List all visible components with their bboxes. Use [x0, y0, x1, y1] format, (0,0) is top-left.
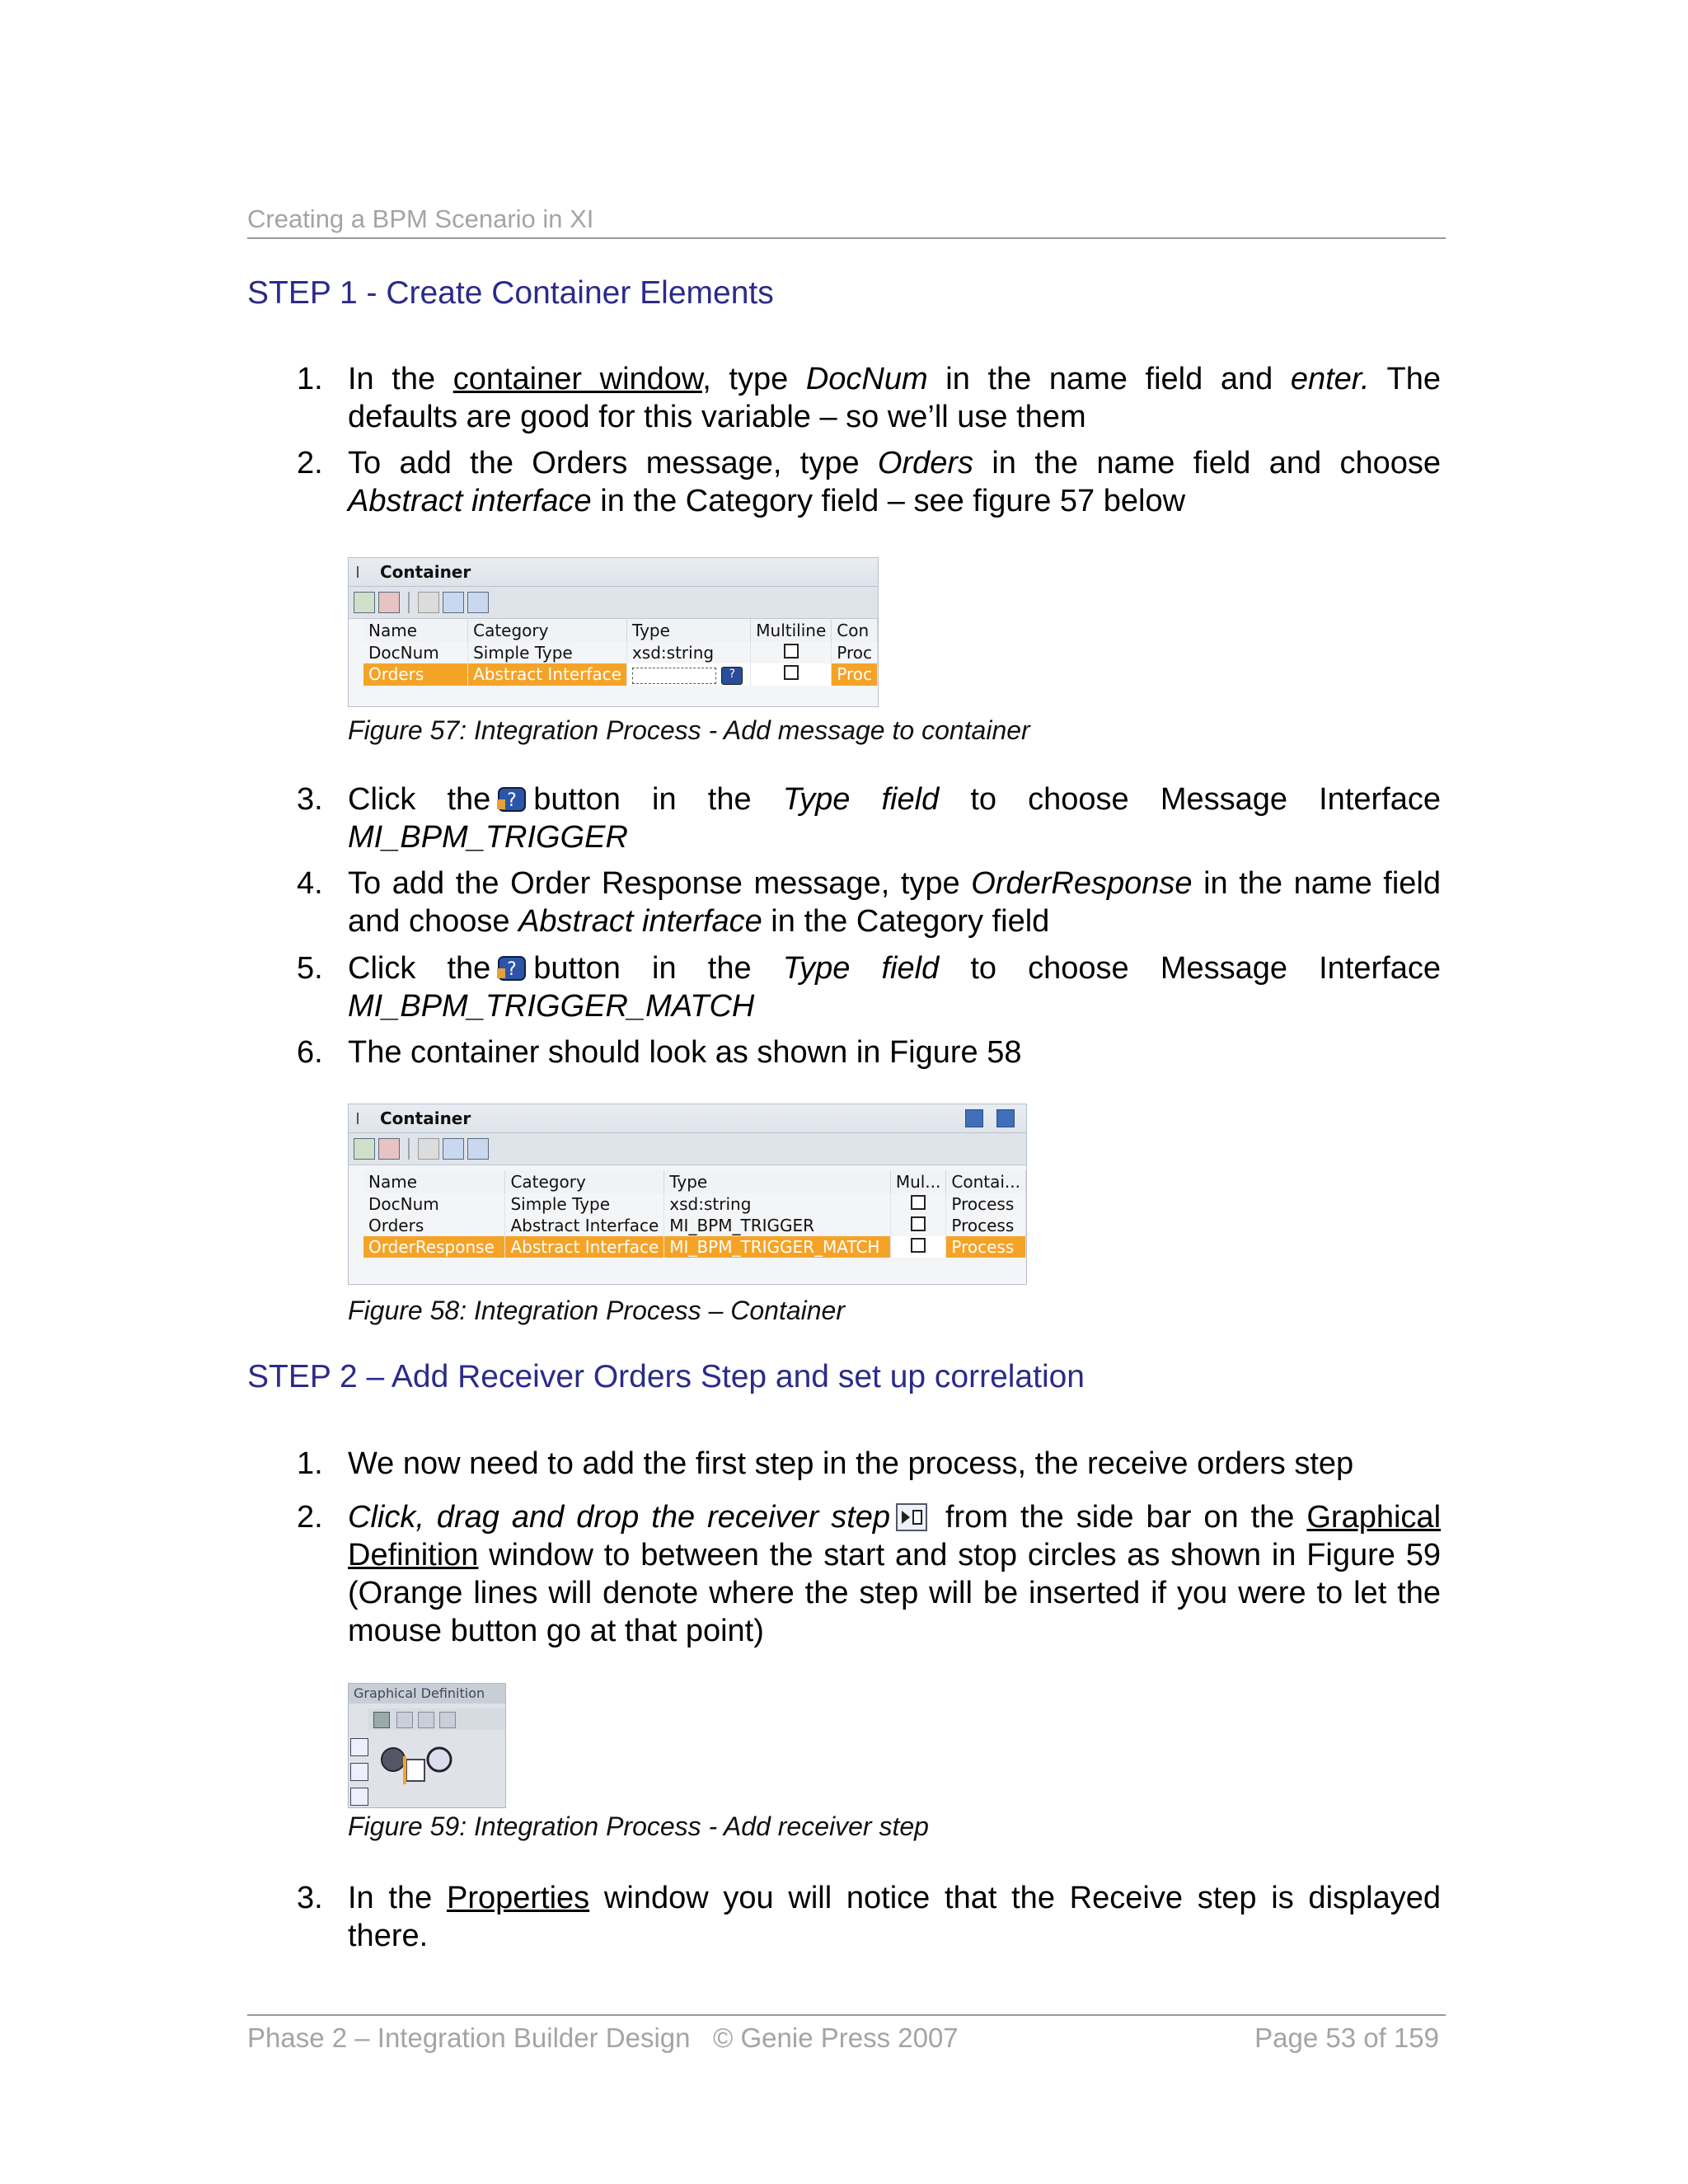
step1-item-2: 2. To add the Orders message, type Orders in the name field and choose Abstract interface in the Category field – see figure 57 below [297, 446, 1441, 518]
process-canvas [373, 1732, 497, 1806]
step1-heading: STEP 1 - Create Container Elements [247, 275, 774, 311]
table-row-selected[interactable]: Orders Abstract Interface ? Proc [363, 663, 878, 686]
properties-link[interactable]: Properties [446, 1881, 590, 1915]
filter-icon[interactable] [418, 1138, 439, 1160]
step2-item-1: 1. We now need to add the first step in the process, the receive orders step [297, 1446, 1354, 1481]
multiline-checkbox[interactable] [784, 644, 799, 658]
svg-text:?: ? [507, 790, 518, 811]
container-window-link[interactable]: container window, [452, 362, 711, 396]
figure59-caption: Figure 59: Integration Process - Add receiver step [348, 1811, 929, 1841]
multiline-checkbox[interactable] [911, 1195, 926, 1210]
value-help-icon [495, 785, 528, 814]
table-row[interactable]: Orders Abstract Interface MI_BPM_TRIGGER Process [363, 1215, 1026, 1236]
multiline-checkbox[interactable] [911, 1216, 926, 1231]
container-toolbar [349, 1133, 1026, 1165]
step1-item-1: 1. In the container window, type DocNum in the name field and enter. The defaults are good for this variable – so we’ll use them [297, 362, 1441, 434]
container-tree-icon [357, 566, 373, 578]
svg-text:?: ? [507, 959, 518, 980]
delete-row-icon[interactable] [378, 592, 400, 613]
page-number: Page 53 of 159 [1254, 2022, 1439, 2053]
figure57-container-window [348, 557, 879, 707]
graphical-definition-title: Graphical Definition [349, 1684, 505, 1704]
copy-icon[interactable] [418, 1712, 434, 1728]
sidebar-receive-step-icon[interactable] [350, 1738, 368, 1756]
filter-icon[interactable] [418, 592, 439, 613]
insert-row-icon[interactable] [354, 1138, 375, 1160]
process-icon[interactable] [373, 1712, 390, 1728]
refresh-icon[interactable] [467, 592, 489, 613]
step1-item-4: 4. To add the Order Response message, type OrderResponse in the name field and choose Abstract interface in the Category field [297, 866, 1441, 939]
value-help-icon[interactable]: ? [721, 667, 743, 685]
step2-heading: STEP 2 – Add Receiver Orders Step and set up correlation [247, 1359, 1085, 1394]
figure57-caption: Figure 57: Integration Process - Add message to container [348, 715, 1030, 745]
navigate-icon[interactable] [443, 1138, 464, 1160]
figure59-graphical-definition [348, 1683, 506, 1808]
table-row[interactable]: DocNum Simple Type xsd:string Proc [363, 642, 878, 663]
step2-item-3: 3. In the Properties window you will notice that the Receive step is displayed there. [297, 1881, 1441, 1953]
navigate-icon[interactable] [443, 592, 464, 613]
figure58-container-window [348, 1104, 1027, 1285]
insert-row-icon[interactable] [354, 592, 375, 613]
refresh-icon[interactable] [467, 1138, 489, 1160]
maximize-icon[interactable] [965, 1109, 983, 1127]
table-row[interactable]: DocNum Simple Type xsd:string Process [363, 1193, 1026, 1215]
paste-icon[interactable] [439, 1712, 456, 1728]
graphical-definition-toolbar [368, 1708, 505, 1730]
multiline-checkbox[interactable] [911, 1238, 926, 1253]
receive-step-icon [895, 1502, 928, 1532]
page-footer [247, 2014, 1446, 2054]
container-toolbar [349, 587, 878, 619]
value-help-icon [495, 954, 528, 983]
page-header: Creating a BPM Scenario in XI [247, 204, 1446, 239]
type-input[interactable] [632, 668, 716, 684]
container-title-bar: Container [349, 558, 878, 587]
delete-row-icon[interactable] [378, 1138, 400, 1160]
container-tree-icon [357, 1113, 373, 1124]
footer-left: Phase 2 – Integration Builder Design © Genie Press 2007 [247, 2022, 959, 2053]
sidebar-step-icon[interactable] [350, 1788, 368, 1806]
figure58-caption: Figure 58: Integration Process – Container [348, 1296, 845, 1325]
graphical-definition-link[interactable]: Graphical Definition [348, 1500, 1442, 1572]
multiline-checkbox[interactable] [784, 665, 799, 680]
step2-item-2: 2. Click, drag and drop the receiver step from the side bar on the Graphical Definition window to between the start and stop circles as shown in Figure 59 (Orange lines will denote where the step will be inserted if you were to let the mouse button go at that point) [297, 1500, 1442, 1648]
close-icon[interactable] [996, 1109, 1015, 1127]
container-title-bar: Container [349, 1104, 1026, 1133]
container-table: Name Category Type Mul... Contai... DocNum Simple Type xsd:string Process Orders Abstract Interface MI_BPM_TRIGGER Process OrderResponse Abstract Interface MI_BPM_TRIGGER_MATCH Process [363, 1170, 1026, 1258]
step1-item-5: 5. Click the ? button in the Type field to choose Message Interface MI_BPM_TRIGGER_MATCH [297, 951, 1441, 1024]
table-row-selected[interactable]: OrderResponse Abstract Interface MI_BPM_TRIGGER_MATCH Process [363, 1236, 1026, 1258]
step1-item-6: 6. The container should look as shown in Figure 58 [297, 1035, 1022, 1070]
sidebar-send-step-icon[interactable] [350, 1763, 368, 1781]
container-table: Name Category Type Multiline Con DocNum Simple Type xsd:string Proc Orders Abstract Interface ? Proc [363, 619, 878, 686]
delete-icon[interactable] [396, 1712, 413, 1728]
step1-item-3: 3. Click the ? button in the Type field to choose Message Interface MI_BPM_TRIGGER [297, 782, 1441, 855]
